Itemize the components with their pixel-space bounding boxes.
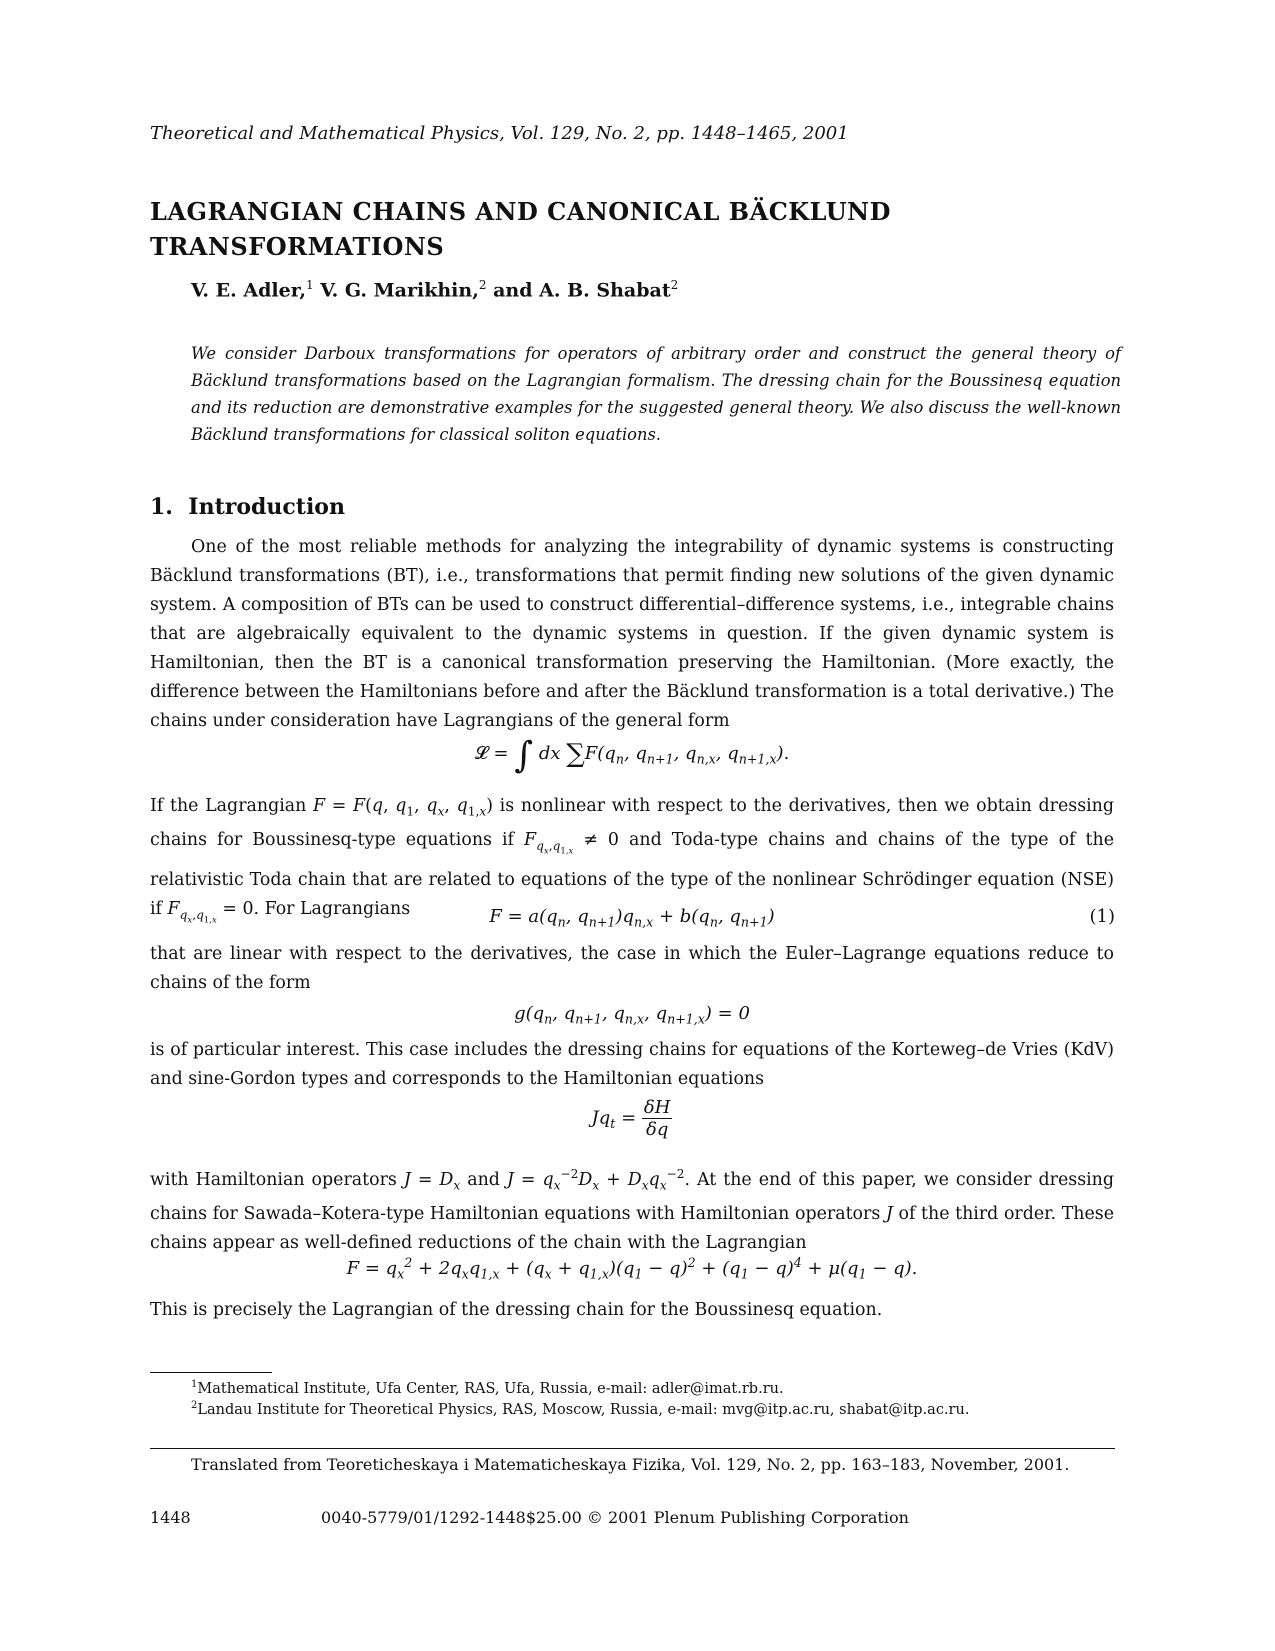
body-paragraph: with Hamiltonian operators $J = D_x$ and $J = q_x^{-2}D_x + D_xq_x^{-2}$. At the end of this paper, we consider dressing chains for Sawada–Kotera-type Hamiltonian equations with Hamiltonian operators J of the third order. These chains appear as well-defined reductions of the chain with the Lagrangian bbox=[150, 1167, 1115, 1254]
affiliation-mark: 2 bbox=[478, 278, 487, 292]
author-name: V. E. Adler, bbox=[191, 279, 306, 302]
page-number: 1448 bbox=[150, 1508, 191, 1527]
section-number: 1. bbox=[150, 494, 173, 520]
footnote-divider bbox=[150, 1372, 272, 1373]
equation-lagrangian-general: 𝓛 = ∫ dx $\sum F(q_n$, $q_{n+1}$, $q_{n,x}$, $q_{n+1,x}$). bbox=[474, 735, 790, 776]
affiliation-mark: 1 bbox=[305, 278, 314, 292]
equation-chain-form: $g(q_n$, $q_{n+1}$, $q_{n,x}$, $q_{n+1,x}) = 0$ bbox=[514, 1003, 750, 1027]
body-paragraph: This is precisely the Lagrangian of the dressing chain for the Boussinesq equation. bbox=[150, 1300, 883, 1320]
body-paragraph: One of the most reliable methods for analyzing the integrability of dynamic systems is constructing Bäcklund transformations (BT), i.e., transformations that permit finding new solutions of the given dynamic system. A composition of BTs can be used to construct differential–difference systems, i.e., integrable chains that are algebraically equivalent to the dynamic systems in question. If the given dynamic system is Hamiltonian, then the BT is a canonical transformation preserving the Hamiltonian. (More exactly, the difference between the Hamiltonians before and after the Bäcklund transformation is a total derivative.) The chains under consideration have Lagrangians of the general form bbox=[150, 537, 1114, 731]
copyright-line: 0040-5779/01/1292-1448$25.00 © 2001 Plenum Publishing Corporation bbox=[321, 1508, 909, 1527]
fraction: $\frac{\delta H}{\delta q}$ bbox=[643, 1097, 671, 1140]
equation-number: (1) bbox=[1089, 906, 1115, 927]
author-conjunction: and bbox=[493, 279, 533, 302]
body-paragraph: is of particular interest. This case includes the dressing chains for equations of the Korteweg–de Vries (KdV) and sine-Gordon types and corresponds to the Hamiltonian equations bbox=[150, 1040, 1114, 1089]
title-line-2: TRANSFORMATIONS bbox=[150, 232, 445, 261]
equation-1: $F = a(q_n$, $q_{n+1})q_{n,x} + b(q_n$, $q_{n+1}$) bbox=[489, 906, 775, 930]
section-title: Introduction bbox=[188, 494, 345, 520]
journal-citation: Theoretical and Mathematical Physics, Vol. 129, No. 2, pp. 1448–1465, 2001 bbox=[150, 123, 849, 144]
author-name: A. B. Shabat bbox=[539, 279, 671, 302]
body-paragraph: If the Lagrangian F = F(q, $q_1$, $q_x$, $q_{1,x}$) is nonlinear with respect to the derivatives, then we obtain dressing chains for Boussinesq-type equations if $F_{q_x,q_{1,x}} \ne 0$ and Toda-type chains and chains of the type of the relativistic Toda chain that are related to equations of the type of the nonlinear Schrödinger equation (NSE) if $F_{q_x,q_{1,x}} = 0$. For Lagrangians bbox=[150, 796, 1115, 926]
title-line-1: LAGRANGIAN CHAINS AND CANONICAL BÄCKLUND bbox=[150, 197, 891, 226]
abstract: We consider Darboux transformations for operators of arbitrary order and construct the general theory of Bäcklund transformations based on the Lagrangian formalism. The dressing chain for the Boussinesq equation and its reduction are demonstrative examples for the suggested general theory. We also discuss the well-known Bäcklund transformations for classical soliton equations. bbox=[191, 344, 1121, 444]
author-list bbox=[191, 278, 678, 301]
section-heading bbox=[150, 494, 345, 520]
body-paragraph: that are linear with respect to the derivatives, the case in which the Euler–Lagrange equations reduce to chains of the form bbox=[150, 944, 1114, 993]
footnote: $^2$Landau Institute for Theoretical Physics, RAS, Moscow, Russia, e-mail: mvg@itp.ac.ru, shabat@itp.ac.ru. bbox=[191, 1400, 970, 1418]
footer-divider bbox=[150, 1448, 1115, 1449]
translation-note: Translated from Teoreticheskaya i Matematicheskaya Fizika, Vol. 129, No. 2, pp. 163–183, November, 2001. bbox=[191, 1455, 1070, 1474]
equation-hamiltonian: $Jq_t$ = $\frac{\delta H}{\delta q}$ bbox=[591, 1097, 671, 1140]
author-name: V. G. Marikhin, bbox=[320, 279, 479, 302]
footnote: $^1$Mathematical Institute, Ufa Center, RAS, Ufa, Russia, e-mail: adler@imat.rb.ru. bbox=[191, 1379, 784, 1397]
equation-boussinesq-lagrangian: $F = q_x^2 + 2q_xq_{1,x} + (q_x + q_{1,x})(q_1 - q)^2 + (q_1 - q)^4 + \mu(q_1 - q)$. bbox=[346, 1255, 918, 1282]
affiliation-mark: 2 bbox=[670, 278, 679, 292]
paper-title bbox=[150, 194, 1110, 264]
